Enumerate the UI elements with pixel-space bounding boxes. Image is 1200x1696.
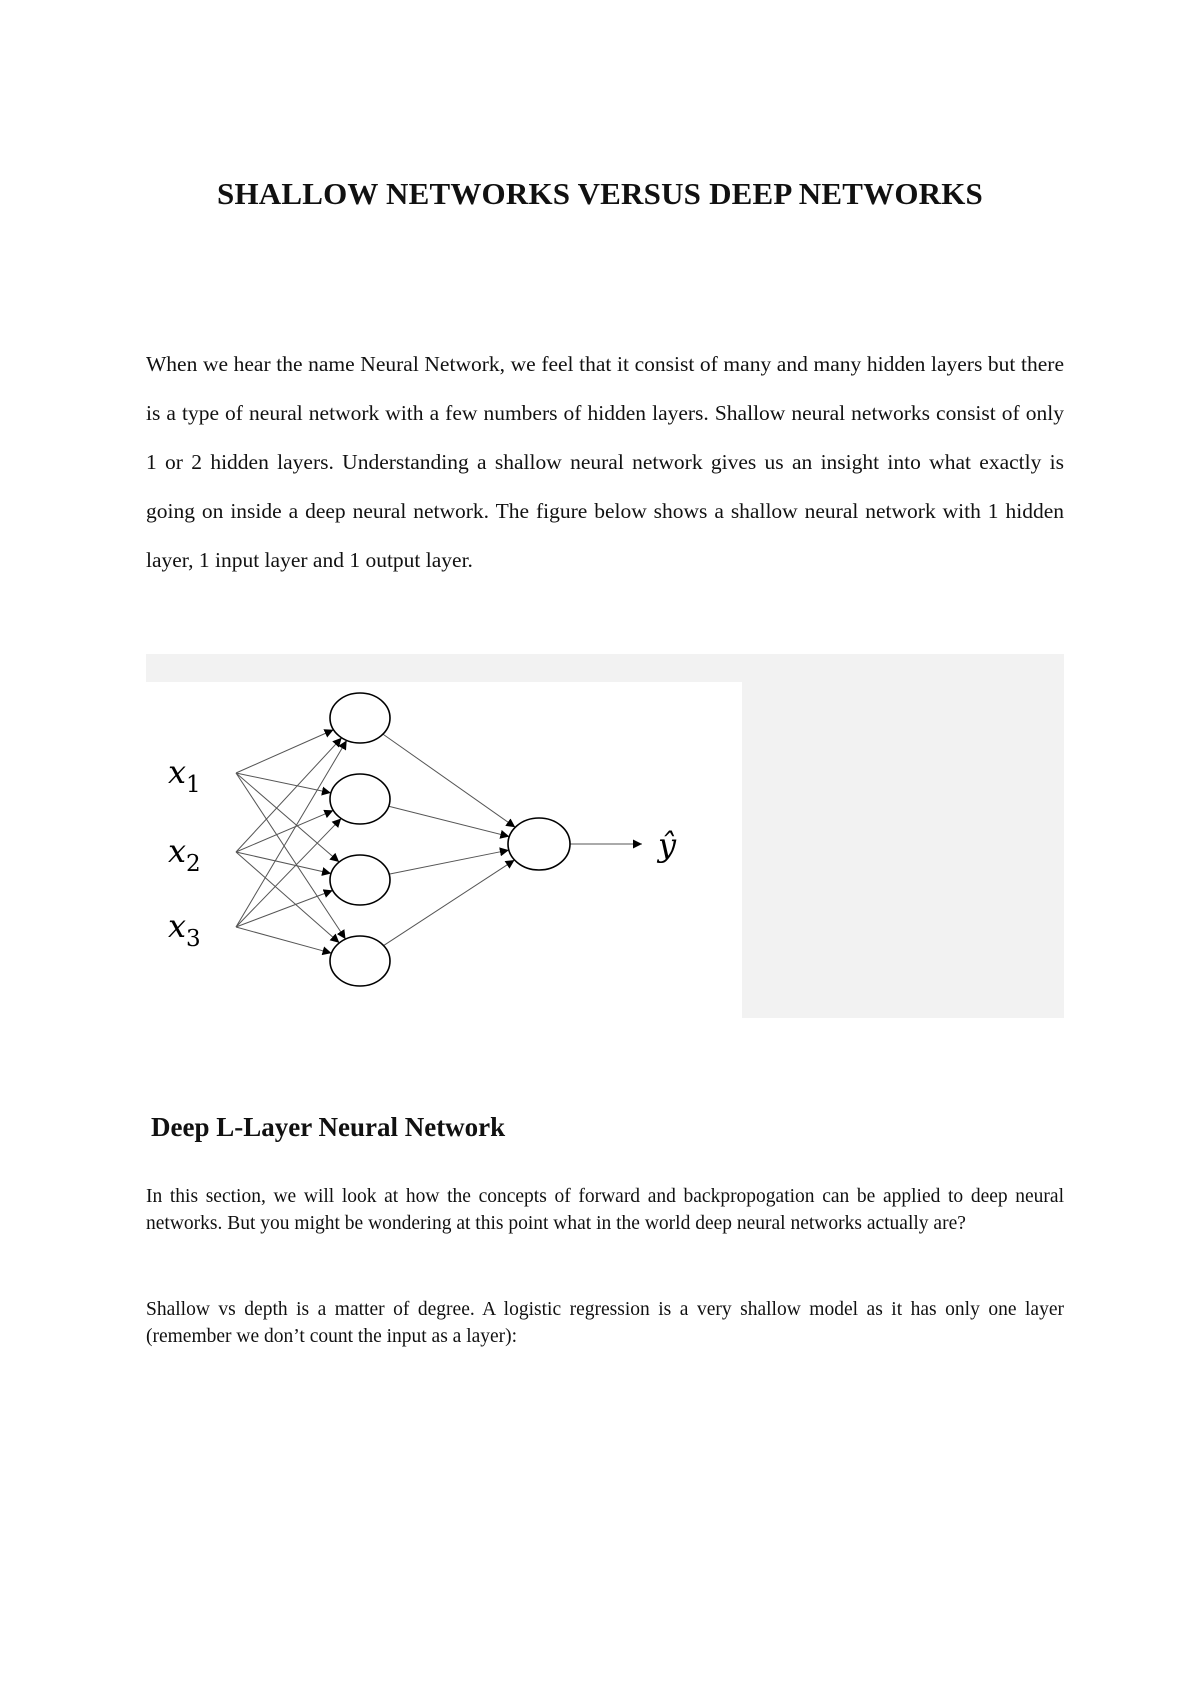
body-paragraph: In this section, we will look at how the concepts of forward and backpropogation can be applied to deep neural networks. But you might be wondering at this point what in the world deep neural networks actually are? xyxy=(146,1186,1064,1234)
input-hidden-connection xyxy=(236,773,339,862)
hidden-output-connection xyxy=(384,860,515,946)
input-hidden-connection xyxy=(236,927,332,953)
input-subscript: 3 xyxy=(186,926,201,952)
input-hidden-connection xyxy=(236,730,334,773)
intro-paragraph: When we hear the name Neural Network, we feel that it consist of many and many hidden layers but there is a type of neural network with a few numbers of hidden layers. Shallow neural networks consist of only 1 or 2 hidden layers. Understanding a shallow neural network gives us an insight into what exactly is going on inside a deep neural network. The figure below shows a shallow neural network with 1 hidden layer, 1 input layer and 1 output layer. xyxy=(146,352,1064,572)
input-hidden-connection xyxy=(236,890,333,927)
figure-panel xyxy=(146,654,1064,1018)
input-label: $x_3$ xyxy=(168,907,201,952)
input-hidden-connection xyxy=(236,773,331,793)
page-title: SHALLOW NETWORKS VERSUS DEEP NETWORKS xyxy=(217,176,983,211)
hidden-node xyxy=(330,693,390,743)
hidden-node xyxy=(330,774,390,824)
output-node xyxy=(508,818,570,870)
output-label: ŷ xyxy=(658,826,677,864)
input-subscript: 1 xyxy=(186,772,201,798)
input-label: $x_1$ xyxy=(168,753,201,798)
shallow-network-figure xyxy=(146,682,742,1018)
section-heading: Deep L-Layer Neural Network xyxy=(151,1112,506,1142)
input-hidden-connection xyxy=(236,852,331,873)
input-subscript: 2 xyxy=(186,851,201,877)
hidden-output-connection xyxy=(389,850,509,874)
input-hidden-connection xyxy=(236,852,339,943)
input-label: $x_2$ xyxy=(168,832,201,877)
hidden-node xyxy=(330,936,390,986)
body-paragraph: Shallow vs depth is a matter of degree. A logistic regression is a very shallow model as it has only one layer (remember we don’t count the input as a layer): xyxy=(146,1299,1064,1347)
hidden-output-connection xyxy=(383,734,515,827)
hidden-node xyxy=(330,855,390,905)
